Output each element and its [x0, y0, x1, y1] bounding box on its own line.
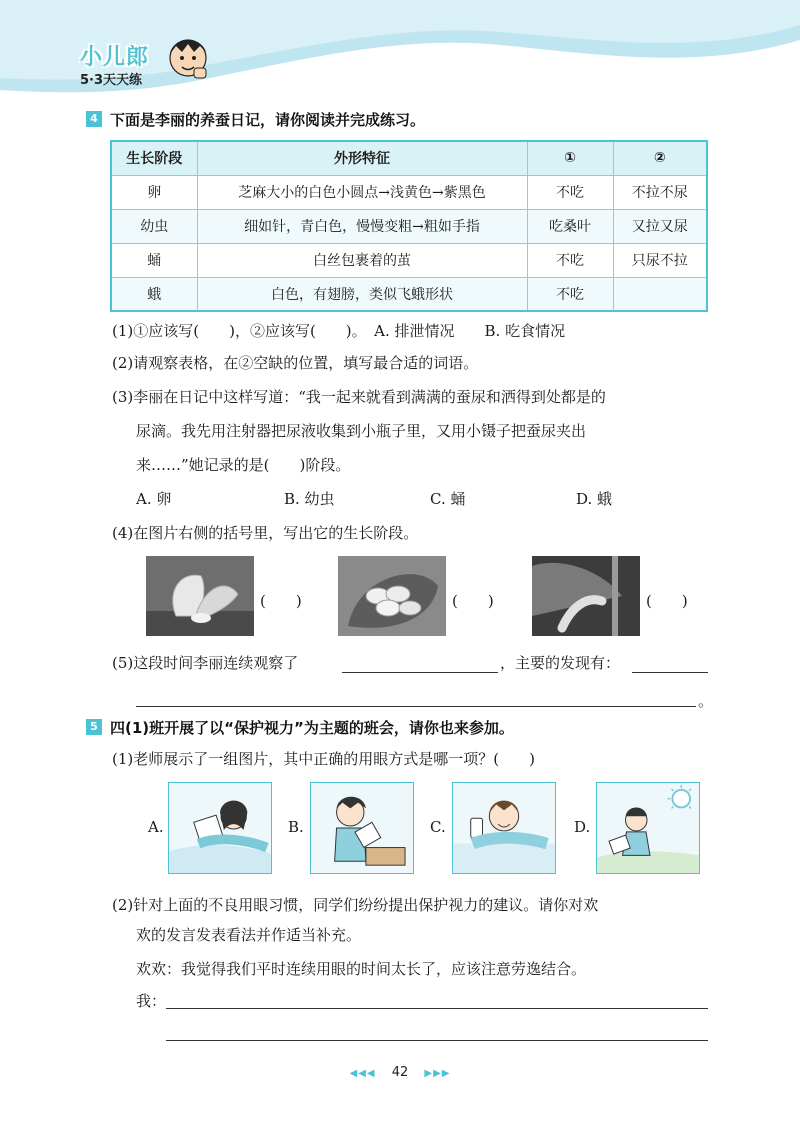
option-d-reading-in-sun-image	[596, 782, 700, 874]
question-5-number: 5	[86, 719, 102, 735]
next-arrows-icon: ▶▶▶	[424, 1068, 451, 1079]
col-header-2: ②	[613, 141, 707, 175]
q5-option-d-label[interactable]: D.	[574, 818, 591, 836]
page-number: 42	[391, 1065, 409, 1080]
table-row	[111, 243, 707, 277]
q4-sub3-line1: (3)李丽在日记中这样写道：“我一起来就看到满满的蚕尿和洒得到处都是的	[112, 388, 606, 406]
table-cell: 白丝包裹着的茧	[197, 243, 527, 277]
silk-moth-photo	[146, 556, 254, 636]
silkworm-diary-table	[110, 140, 708, 312]
q4-sub2: (2)请观察表格，在②空缺的位置，填写最合适的词语。	[112, 354, 479, 372]
q4-sub3-line3: 来……”她记录的是( )阶段。	[136, 456, 351, 474]
table-cell: 又拉又尿	[613, 209, 707, 243]
q5-option-a-label[interactable]: A.	[148, 818, 164, 836]
table-cell: 吃桑叶	[527, 209, 613, 243]
table-cell: 只尿不拉	[613, 243, 707, 277]
question-4-title: 下面是李丽的养蚕日记，请你阅读并完成练习。	[110, 111, 426, 129]
brand-subtitle: 5·3天天练	[80, 73, 143, 88]
question-4-number: 4	[86, 111, 102, 127]
table-cell: 蛾	[111, 277, 197, 311]
q5-option-c-label[interactable]: C.	[430, 818, 446, 836]
q5-sub2-line1: (2)针对上面的不良用眼习惯，同学们纷纷提出保护视力的建议。请你对欢	[112, 896, 599, 914]
table-cell: 细如针，青白色，慢慢变粗→粗如手指	[197, 209, 527, 243]
option-a-reading-lying-down-image	[168, 782, 272, 874]
q4-sub4: (4)在图片右侧的括号里，写出它的生长阶段。	[112, 524, 419, 542]
boy-mascot-icon	[160, 30, 216, 86]
prev-arrows-icon: ◀◀◀	[349, 1068, 376, 1079]
q4-photo3-answer[interactable]: ( )	[646, 592, 688, 610]
q4-sub5-middle: ，主要的发现有：	[500, 654, 621, 672]
q4-sub5-blank3[interactable]	[136, 706, 696, 707]
cocoons-photo	[338, 556, 446, 636]
col-header-stage: 生长阶段	[111, 141, 197, 175]
table-header-row	[111, 141, 707, 175]
table-cell: 幼虫	[111, 209, 197, 243]
table-row	[111, 209, 707, 243]
q4-sub1: (1)①应该写( )，②应该写( )。 A. 排泄情况 B. 吃食情况	[112, 322, 566, 340]
option-c-phone-lying-image	[452, 782, 556, 874]
q4-sub3-line2: 尿滴。我先用注射器把尿液收集到小瓶子里，又用小镊子把蚕尿夹出	[136, 422, 587, 440]
q4-sub5-blank1[interactable]	[342, 672, 498, 673]
q4-photo2-answer[interactable]: ( )	[452, 592, 494, 610]
table-cell: 不吃	[527, 277, 613, 311]
page-footer	[0, 1065, 800, 1080]
table-cell: 不拉不尿	[613, 175, 707, 209]
q4-sub3-option-d[interactable]: D. 蛾	[576, 490, 613, 508]
silkworm-photo	[532, 556, 640, 636]
brand-title: 小儿郎	[80, 45, 150, 70]
question-5-title: 四(1)班开展了以“保护视力”为主题的班会，请你也来参加。	[110, 719, 514, 737]
table-cell: 白色，有翅膀，类似飞蛾形状	[197, 277, 527, 311]
col-header-1: ①	[527, 141, 613, 175]
q5-answer-line2[interactable]	[166, 1040, 708, 1041]
q4-sub3-option-a[interactable]: A. 卵	[136, 490, 172, 508]
brand-logo	[80, 40, 149, 88]
table-row	[111, 277, 707, 311]
q4-sub5-blank2[interactable]	[632, 672, 708, 673]
table-cell: 蛹	[111, 243, 197, 277]
table-cell: 不吃	[527, 175, 613, 209]
q5-huanhuan-statement: 欢欢：我觉得我们平时连续用眼的时间太长了，应该注意劳逸结合。	[136, 960, 587, 978]
table-cell: 芝麻大小的白色小圆点→浅黄色→紫黑色	[197, 175, 527, 209]
q4-sub5-period: 。	[698, 692, 714, 710]
q4-sub5-prefix: (5)这段时间李丽连续观察了	[112, 654, 299, 672]
table-row	[111, 175, 707, 209]
table-answer-blank[interactable]	[613, 277, 707, 311]
col-header-appearance: 外形特征	[197, 141, 527, 175]
q4-sub3-option-c[interactable]: C. 蛹	[430, 490, 466, 508]
table-cell: 卵	[111, 175, 197, 209]
q4-photo1-answer[interactable]: ( )	[260, 592, 302, 610]
q4-sub3-option-b[interactable]: B. 幼虫	[284, 490, 335, 508]
q5-answer-line1[interactable]	[166, 1008, 708, 1009]
option-b-reading-close-image	[310, 782, 414, 874]
table-cell: 不吃	[527, 243, 613, 277]
q5-sub2-line2: 欢的发言发表看法并作适当补充。	[136, 926, 362, 944]
q5-option-b-label[interactable]: B.	[288, 818, 304, 836]
q5-me-label: 我：	[136, 992, 167, 1010]
q5-sub1: (1)老师展示了一组图片，其中正确的用眼方式是哪一项？( )	[112, 750, 535, 768]
